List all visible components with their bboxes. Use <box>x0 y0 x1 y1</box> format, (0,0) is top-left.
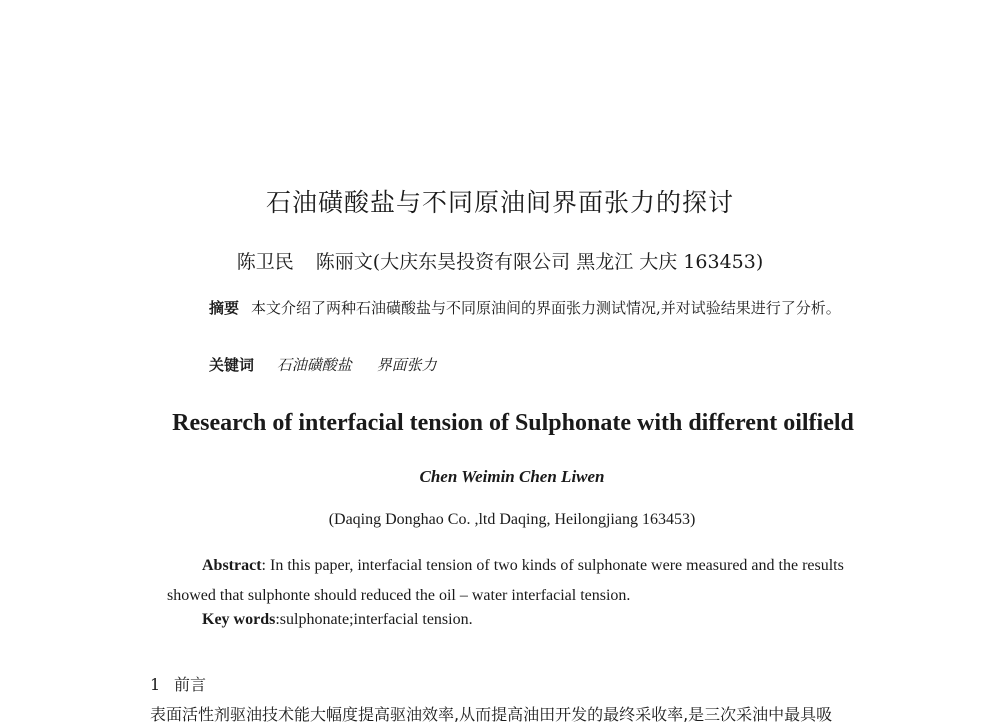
body-paragraph: 表面活性剂驱油技术能大幅度提高驱油效率,从而提高油田开发的最终采收率,是三次采油中最具吸 <box>150 705 833 724</box>
section-heading <box>150 672 206 695</box>
abstract-text-en: : In this paper, interfacial tension of two kinds of sulphonate were measured and the results showed that sulphonte should reduced the oil – water interfacial tension. <box>167 557 844 604</box>
abstract-text: 本文介绍了两种石油磺酸盐与不同原油间的界面张力测试情况,并对试验结果进行了分析。 <box>251 299 841 317</box>
chinese-keywords <box>209 354 457 375</box>
english-title: Research of interfacial tension of Sulphonate with different oilfield <box>172 410 854 436</box>
chinese-abstract <box>175 293 865 323</box>
section-number: 1 <box>150 675 161 694</box>
english-affiliation: (Daqing Donghao Co. ,ltd Daqing, Heilongjiang 163453) <box>328 511 696 528</box>
keywords-text-en: :sulphonate;interfacial tension. <box>275 611 473 628</box>
section-title: 前言 <box>174 675 207 694</box>
english-keywords <box>202 611 473 629</box>
keywords-label-en: Key words <box>202 611 276 628</box>
keywords-label: 关键词 <box>209 356 255 374</box>
abstract-label-en: Abstract <box>202 557 262 574</box>
english-abstract <box>167 551 862 611</box>
author-name: 陈卫民 <box>236 251 294 273</box>
keyword: 石油磺酸盐 <box>276 356 352 374</box>
chinese-title: 石油磺酸盐与不同原油间界面张力的探讨 <box>265 188 734 217</box>
abstract-label: 摘要 <box>209 299 240 317</box>
english-authors: Chen Weimin Chen Liwen <box>419 467 605 486</box>
chinese-authors <box>0 247 1000 274</box>
keyword: 界面张力 <box>376 356 437 374</box>
author-affiliation: 陈丽文(大庆东昊投资有限公司 黑龙江 大庆 163453) <box>315 251 764 273</box>
